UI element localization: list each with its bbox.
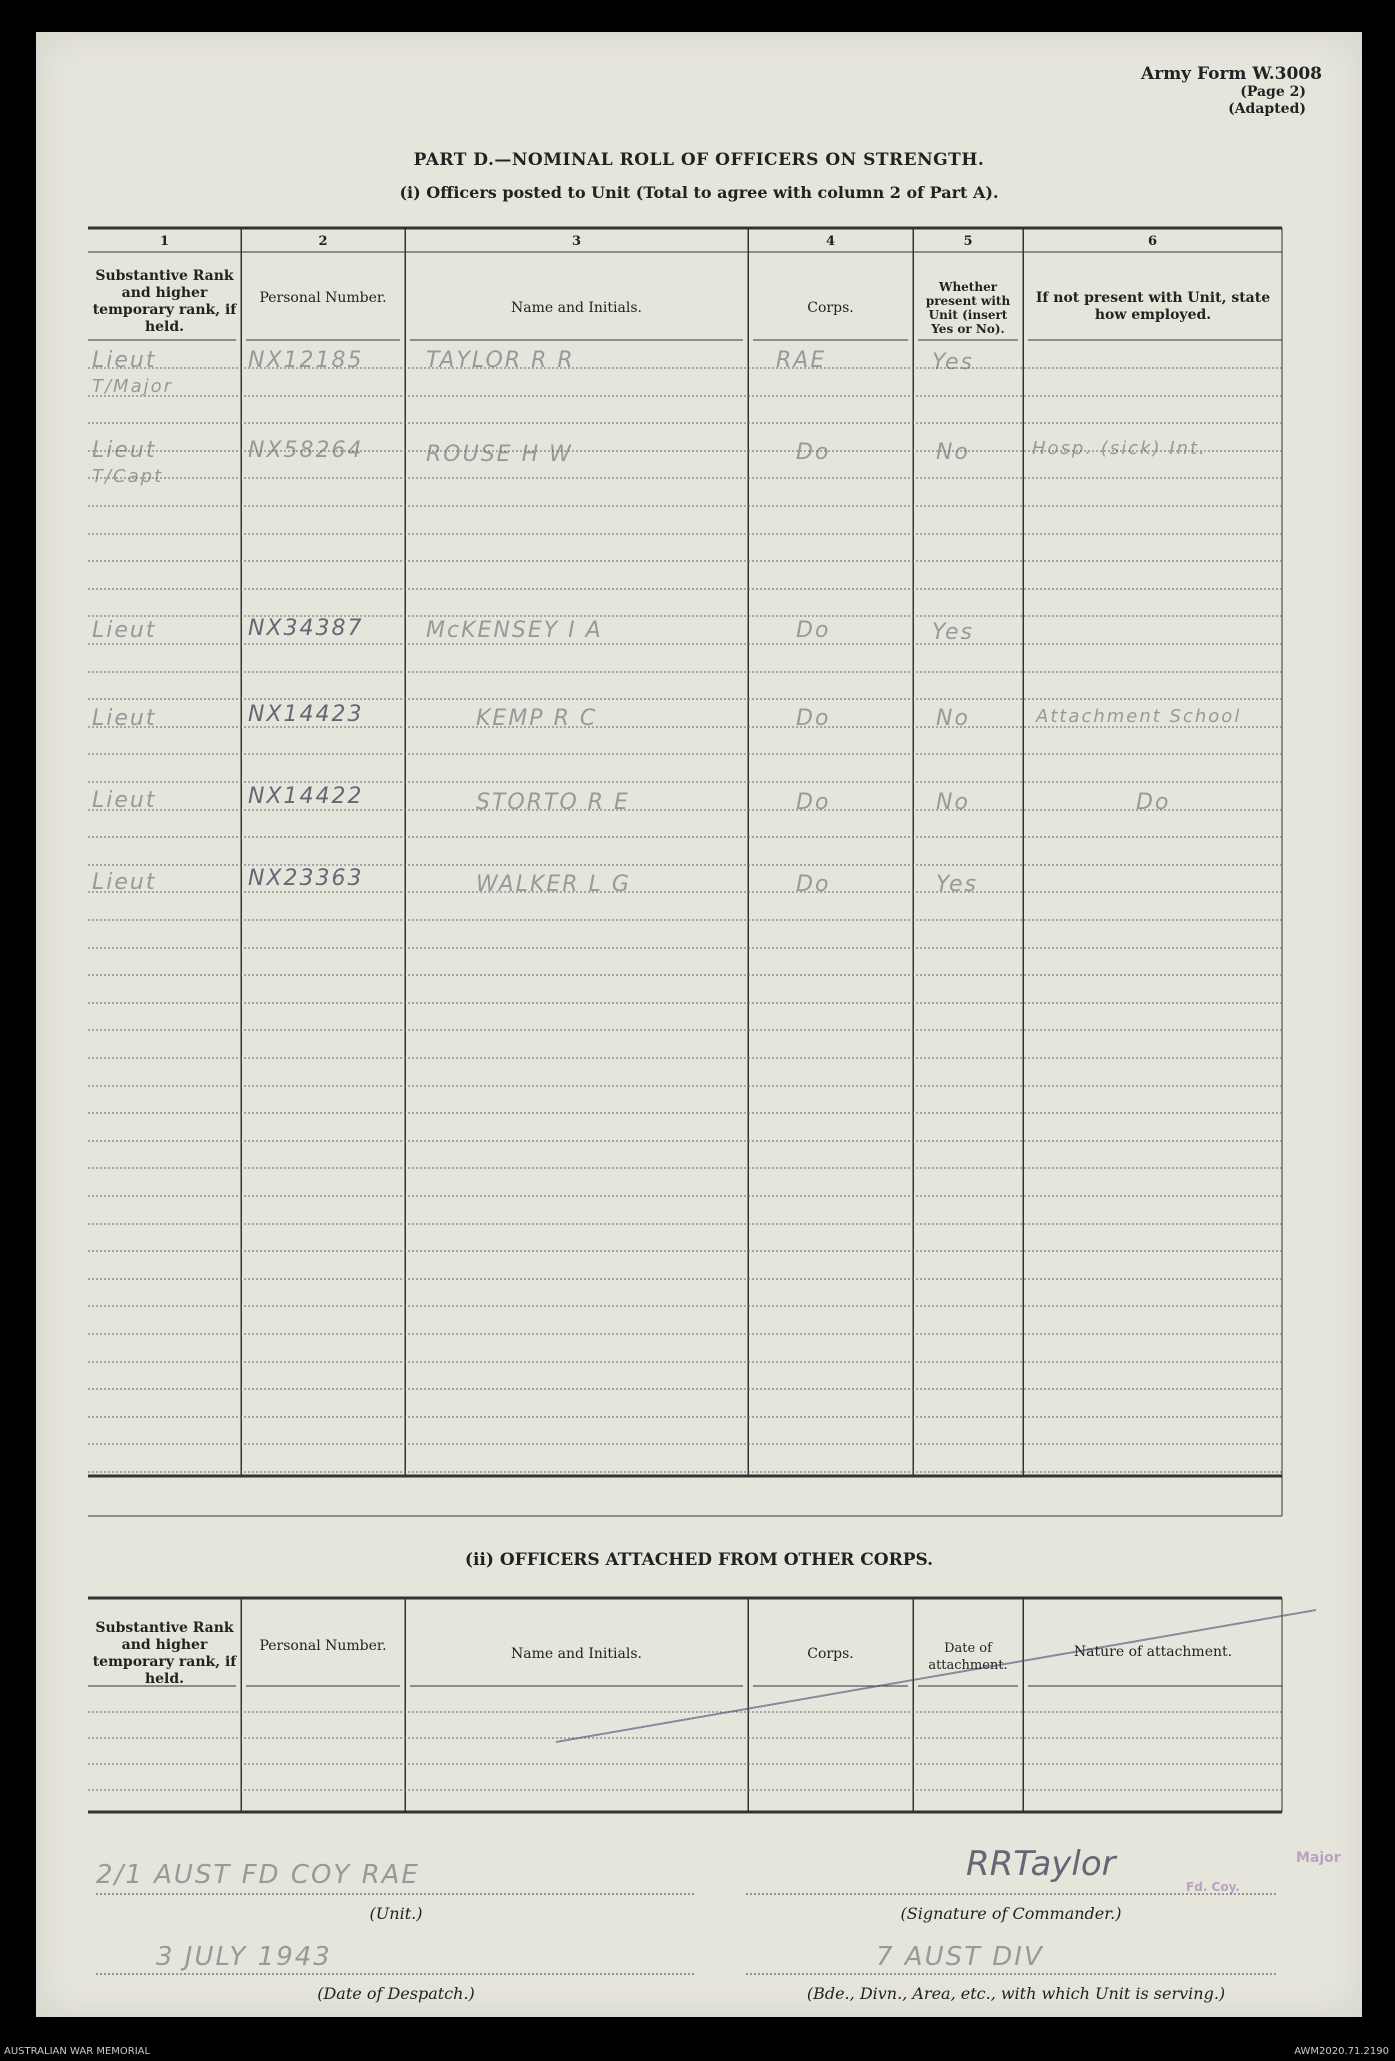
col-2-header: Personal Number. <box>259 290 387 306</box>
col-4-header: Corps. <box>807 300 854 316</box>
personal-number-cell: NX23363 <box>248 866 364 891</box>
unit-value: 2/1 AUST FD COY RAE <box>96 1860 420 1890</box>
page-title: PART D.—NOMINAL ROLL OF OFFICERS ON STRENGTH. <box>413 150 985 170</box>
name-cell: KEMP R C <box>476 706 598 731</box>
col-6-number: 6 <box>1147 234 1158 249</box>
section-2-title: (ii) OFFICERS ATTACHED FROM OTHER CORPS. <box>464 1550 934 1570</box>
corps-cell: Do <box>796 872 831 897</box>
formation-value: 7 AUST DIV <box>876 1942 1044 1972</box>
t2-col-2-header: Personal Number. <box>259 1638 387 1654</box>
col-5-header: Whether present with Unit (insert Yes or No). <box>925 280 1011 336</box>
present-cell: No <box>936 790 970 815</box>
form-adapted: (Adapted) <box>1228 101 1306 117</box>
t2-col-1-header: Substantive Rank and higher temporary rank, if held. <box>92 1620 237 1687</box>
despatch-date-caption: (Date of Despatch.) <box>317 1984 475 2003</box>
col-6-header: If not present with Unit, state how employed. <box>1035 290 1271 323</box>
corps-cell: Do <box>796 706 831 731</box>
present-cell: Yes <box>936 872 979 897</box>
personal-number-cell: NX58264 <box>248 438 364 463</box>
col-3-number: 3 <box>571 234 582 249</box>
form-page-number: (Page 2) <box>1240 84 1306 100</box>
archive-accession: AWM2020.71.2190 <box>1294 2046 1389 2057</box>
personal-number-cell: NX14422 <box>248 784 364 809</box>
stamp-text-2: Fd. Coy. <box>1186 1880 1240 1894</box>
archive-name: AUSTRALIAN WAR MEMORIAL <box>4 2046 151 2057</box>
col-3-header: Name and Initials. <box>511 300 642 316</box>
rank-cell: Lieut <box>92 438 157 463</box>
personal-number-cell: NX14423 <box>248 702 364 727</box>
rank-cell: Lieut <box>92 870 157 895</box>
employed-cell: Do <box>1136 790 1171 815</box>
rank-cell: Lieut <box>92 788 157 813</box>
signature-caption: (Signature of Commander.) <box>900 1904 1122 1923</box>
t2-col-4-header: Corps. <box>807 1646 854 1662</box>
col-1-header: Substantive Rank and higher temporary rank, if held. <box>92 268 237 335</box>
present-cell: No <box>936 706 970 731</box>
personal-number-cell: NX12185 <box>248 348 364 373</box>
present-cell: Yes <box>932 620 975 645</box>
t2-col-5-header: Date of attachment. <box>928 1641 1008 1673</box>
formation-caption: (Bde., Divn., Area, etc., with which Unit is serving.) <box>806 1984 1226 2003</box>
rank-secondary-cell: T/Major <box>92 376 174 397</box>
form-page <box>36 32 1362 2017</box>
form-number: Army Form W.3008 <box>1141 64 1322 84</box>
rank-cell: Lieut <box>92 618 157 643</box>
t2-col-3-header: Name and Initials. <box>511 1646 642 1662</box>
rank-cell: Lieut <box>92 706 157 731</box>
corps-cell: Do <box>796 440 831 465</box>
corps-cell: Do <box>796 618 831 643</box>
col-4-number: 4 <box>825 234 836 249</box>
present-cell: Yes <box>932 350 975 375</box>
col-1-number: 1 <box>159 234 170 249</box>
rank-cell: Lieut <box>92 348 157 373</box>
section-1-title: (i) Officers posted to Unit (Total to agree with column 2 of Part A). <box>399 183 999 202</box>
table-2-grid <box>36 32 1362 2017</box>
col-5-number: 5 <box>963 234 973 249</box>
t2-col-6-header: Nature of attachment. <box>1073 1644 1233 1660</box>
name-cell: STORTO R E <box>476 790 630 815</box>
col-2-number: 2 <box>318 234 328 249</box>
corps-cell: Do <box>796 790 831 815</box>
name-cell: McKENSEY I A <box>426 618 603 643</box>
stamp-text: Major <box>1296 1850 1341 1866</box>
employed-cell: Hosp. (sick) Int. <box>1032 438 1207 459</box>
unit-caption: (Unit.) <box>369 1904 423 1923</box>
archive-footer-bar <box>0 2043 1395 2061</box>
personal-number-cell: NX34387 <box>248 616 364 641</box>
corps-cell: RAE <box>776 348 827 373</box>
despatch-date-value: 3 JULY 1943 <box>156 1942 332 1972</box>
rank-secondary-cell: T/Capt <box>92 466 164 487</box>
name-cell: WALKER L G <box>476 872 631 897</box>
present-cell: No <box>936 440 970 465</box>
employed-cell: Attachment School <box>1036 706 1242 727</box>
name-cell: TAYLOR R R <box>426 348 575 373</box>
name-cell: ROUSE H W <box>426 442 573 467</box>
commander-signature: RRTaylor <box>966 1844 1116 1884</box>
